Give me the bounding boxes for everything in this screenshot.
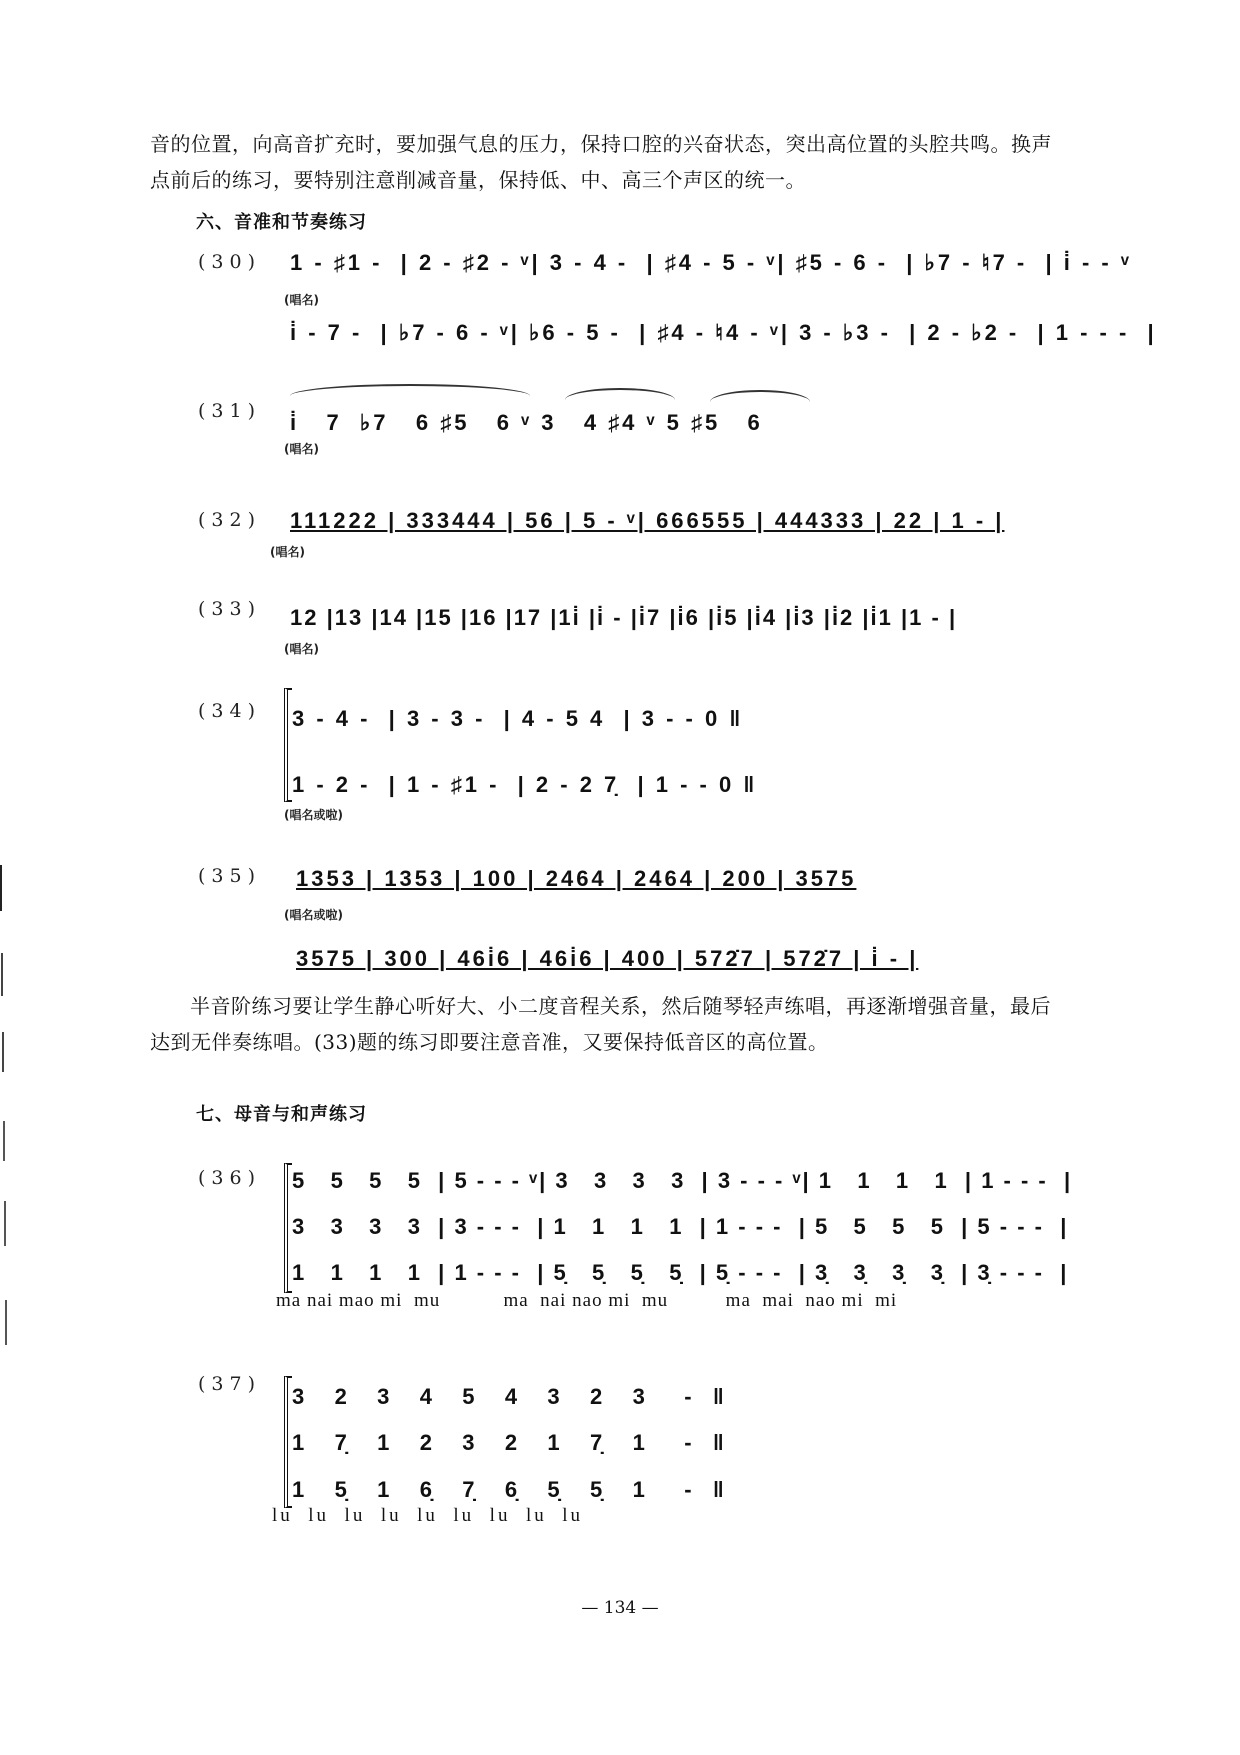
singing-mode-label: (唱名或啦) <box>284 908 343 922</box>
commentary-paragraph <box>150 988 1110 1060</box>
scan-edge-mark <box>0 865 2 911</box>
notation-part-bass: 1 1 1 1 | 1 - - - | 5̣ 5̣ 5̣ 5̣ | 5̣ - - - | 3̣ 3̣ 3̣ 3̣ | 3̣ - - - | <box>292 1260 1069 1285</box>
paragraph-line: 音的位置，向高音扩充时，要加强气息的压力，保持口腔的兴奋状态，突出高位置的头腔共鸣。换声 <box>150 132 1052 156</box>
slur <box>565 388 675 400</box>
slur <box>710 390 810 402</box>
notation-line: 3575 | 300 | 46i̇6 | 46i̇6 | 400 | 572̇7 | 572̇7 | i̇ - | <box>296 946 919 971</box>
notation-part-upper: 3 - 4 - | 3 - 3 - | 4 - 5 4 | 3 - - 0 ‖ <box>292 706 744 731</box>
singing-mode-label: (唱名) <box>284 293 319 307</box>
exercise-label-34: (34) <box>198 700 262 722</box>
exercise-label-30: (30) <box>198 251 262 273</box>
scan-edge-mark <box>4 1201 6 1246</box>
paragraph-line: 半音阶练习要让学生静心听好大、小二度音程关系，然后随琴轻声练唱，再逐渐增强音量，最后 <box>190 994 1051 1018</box>
section-heading-6: 六、音准和节奏练习 <box>196 212 367 233</box>
system-bracket <box>284 1163 292 1293</box>
slur <box>290 384 530 396</box>
system-bracket <box>284 688 292 802</box>
notation-line: 1353 | 1353 | 100 | 2464 | 2464 | 200 | 3575 <box>296 866 857 891</box>
notation-part-soprano: 5 5 5 5 | 5 - - - ᵛ| 3 3 3 3 | 3 - - - ᵛ| 1 1 1 1 | 1 - - - | <box>292 1168 1073 1193</box>
singing-mode-label: (唱名或啦) <box>284 808 343 822</box>
scan-edge-mark <box>5 1300 7 1345</box>
exercise-label-37: (37) <box>198 1373 262 1395</box>
exercise-label-33: (33) <box>198 598 262 620</box>
section-heading-7: 七、母音与和声练习 <box>196 1104 367 1125</box>
notation-part-alto: 3 3 3 3 | 3 - - - | 1 1 1 1 | 1 - - - | 5 5 5 5 | 5 - - - | <box>292 1214 1069 1239</box>
scan-edge-mark <box>3 1121 5 1161</box>
singing-mode-label: (唱名) <box>284 642 319 656</box>
lyrics-line: ma nai mao mi mu ma nai nao mi mu ma mai nao mi mi <box>276 1290 898 1311</box>
exercise-label-36: (36) <box>198 1167 262 1189</box>
exercise-label-32: (32) <box>198 509 262 531</box>
intro-paragraph <box>150 126 1110 198</box>
notation-part-lower: 1 - 2 - | 1 - ♯1 - | 2 - 2 7̣ | 1 - - 0 ‖ <box>292 772 758 797</box>
paragraph-line: 达到无伴奏练唱。(33)题的练习即要注意音准，又要保持低音区的高位置。 <box>150 1030 829 1054</box>
system-bracket <box>284 1376 292 1508</box>
singing-mode-label: (唱名) <box>284 442 319 456</box>
exercise-label-31: (31) <box>198 400 262 422</box>
notation-line: i̇ - 7 - | ♭7 - 6 - ᵛ| ♭6 - 5 - | ♯4 - ♮4 - ᵛ| 3 - ♭3 - | 2 - ♭2 - | 1 - - - | <box>290 320 1157 345</box>
page-number: — 134 — <box>581 1598 659 1618</box>
notation-part-soprano: 3 2 3 4 5 4 3 2 3 - ‖ <box>292 1384 727 1409</box>
exercise-label-35: (35) <box>198 865 262 887</box>
singing-mode-label: (唱名) <box>270 545 305 559</box>
scan-edge-mark <box>1 953 3 996</box>
notation-line-triplets: 111222 | 333444 | 56 | 5 - ᵛ| 666555 | 444333 | 22 | 1 - | <box>290 508 1005 533</box>
notation-part-bass: 1 5̣ 1 6̣ 7̣ 6̣ 5̣ 5̣ 1 - ‖ <box>292 1477 727 1502</box>
lyrics-line: lu lu lu lu lu lu lu lu lu <box>272 1505 584 1526</box>
notation-line: 1 - ♯1 - | 2 - ♯2 - ᵛ| 3 - 4 - | ♯4 - 5 - ᵛ| ♯5 - 6 - | ♭7 - ♮7 - | i̇ - - ᵛ <box>290 250 1132 275</box>
scan-edge-mark <box>2 1032 4 1072</box>
notation-line-fermatas: i̇ 7 ♭7 6 ♯5 6 ᵛ 3 4 ♯4 ᵛ 5 ♯5 6 <box>290 410 763 435</box>
paragraph-line: 点前后的练习，要特别注意削减音量，保持低、中、高三个声区的统一。 <box>150 168 806 192</box>
notation-part-alto: 1 7̣ 1 2 3 2 1 7̣ 1 - ‖ <box>292 1430 727 1455</box>
notation-line: 12 |13 |14 |15 |16 |17 |1i̇ |i̇ - |i̇7 |i̇6 |i̇5 |i̇4 |i̇3 |i̇2 |i̇1 |1 - | <box>290 605 958 630</box>
